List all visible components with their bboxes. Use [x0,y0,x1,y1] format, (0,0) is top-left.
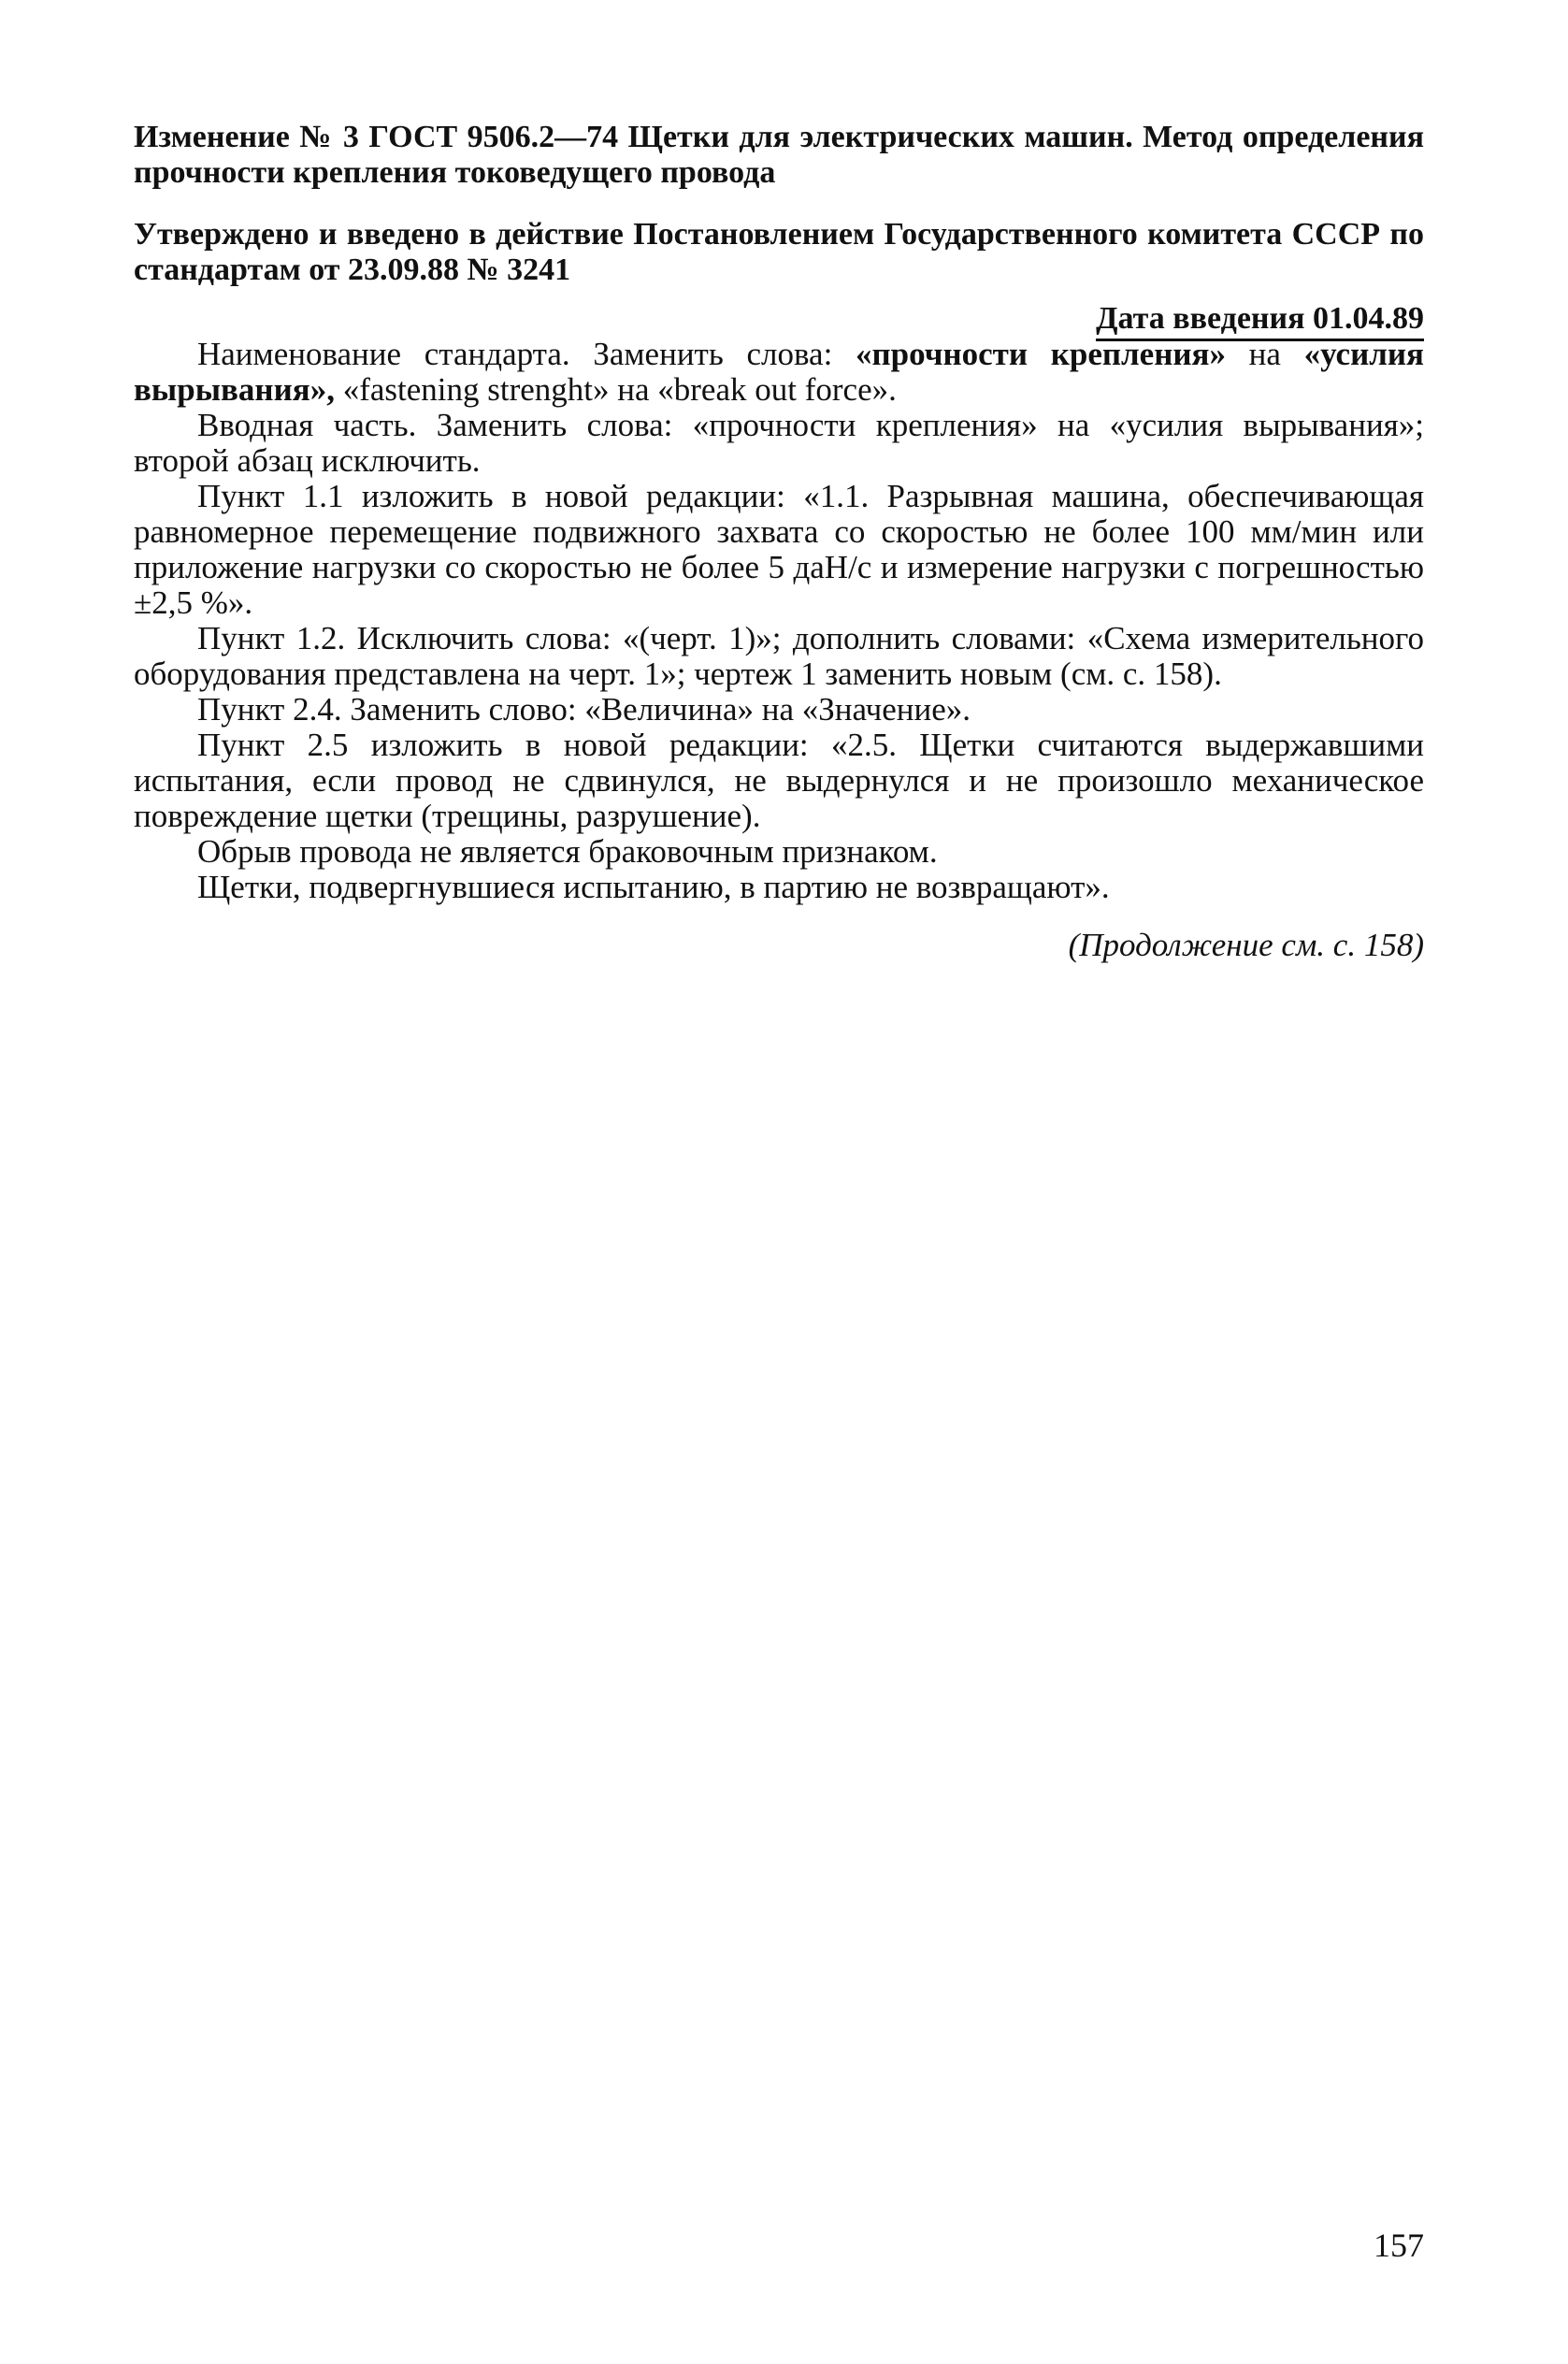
p1-text-a: Наименование стандарта. Заменить слова: [197,336,856,372]
document-header [134,120,1424,341]
paragraph-clause-2-5: Пункт 2.5 изложить в новой редакции: «2.5. Щетки считаются выдержавшими испытания, если провод не сдвинулся, не выдернулся и не произошло механическое повреждение щетки (трещины, разрушение). [134,727,1424,834]
paragraph-clause-2-4: Пункт 2.4. Заменить слово: «Величина» на «Значение». [197,691,971,728]
p1-text-g: на [609,371,658,408]
p1-text-d: «усилия вырывания», [134,336,1424,408]
p1-text-f: «fastening strenght» [342,371,610,408]
p1-text-b: «прочности крепления» [856,336,1226,372]
page-number: 157 [1374,2227,1424,2264]
paragraph-clause-1-1: Пункт 1.1 изложить в новой редакции: «1.1. Разрывная машина, обеспечивающая равномерное перемещение подвижного захвата со скоростью не более 100 мм/мин или приложение нагрузки со скоростью не более 5 даН/с и измерение нагрузки с погрешностью ±2,5 %». [134,478,1424,621]
paragraph-introduction: Вводная часть. Заменить слова: «прочности крепления» на «усилия вырывания»; второй абзац исключить. [134,407,1424,479]
paragraph-wire-break: Обрыв провода не является браковочным признаком. [197,833,938,870]
paragraph-clause-1-2: Пункт 1.2. Исключить слова: «(черт. 1)»; дополнить словами: «Схема измерительного оборудования представлена на черт. 1»; чертеж 1 заменить новым (см. с. 158). [134,620,1424,692]
document-body [134,337,1424,963]
p1-text-h: «break out force». [657,371,897,408]
p1-text-c: на [1225,336,1304,372]
approval-statement: Утверждено и введено в действие Постановлением Государственного комитета СССР по стандартам от 23.09.88 № 3241 [134,217,1424,287]
paragraph-brushes-return: Щетки, подвергнувшиеся испытанию, в партию не возвращают». [197,869,1110,905]
effective-date-value: 01.04.89 [1313,301,1424,336]
paragraph-standard-name [134,337,1424,408]
effective-date-label: Дата введения [1096,301,1305,336]
amendment-title: Изменение № 3 ГОСТ 9506.2—74 Щетки для электрических машин. Метод определения прочности крепления токоведущего провода [134,120,1424,190]
p1-text-e [335,371,343,408]
continuation-note: (Продолжение см. с. 158) [1068,927,1424,963]
